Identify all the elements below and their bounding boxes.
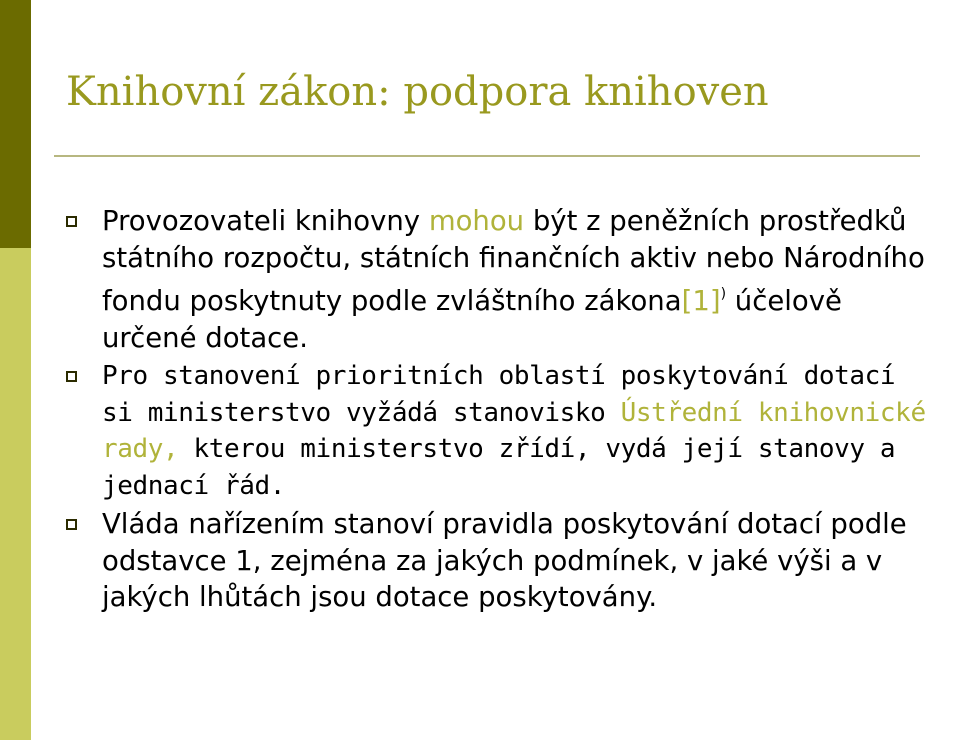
side-accent-bar — [0, 0, 31, 740]
footnote-superscript: ) — [720, 286, 727, 302]
side-accent-light-segment — [0, 248, 31, 740]
bullet-item-2 — [64, 358, 934, 504]
bullet-1-text-b: být z peněžních prostředků státního rozpočtu, státních finančních aktiv nebo Národního fondu poskytnuty podle zvláštního zákona — [102, 205, 925, 317]
bullet-2-highlight-council: Ústřední knihovnické rady, — [102, 397, 926, 464]
bullet-item-1 — [64, 203, 934, 356]
bullet-1-text-c: účelově určené dotace. — [102, 285, 842, 354]
bullet-1-text-a: Provozovateli knihovny — [102, 205, 429, 237]
bullet-item-3 — [64, 506, 934, 616]
bullet-list — [64, 203, 934, 616]
bullet-3-text: Vláda nařízením stanoví pravidla poskytování dotací podle odstavce 1, zejména za jakých podmínek, v jaké výši a v jakých lhůtách jsou dotace poskytovány. — [102, 508, 907, 613]
bullet-1-highlight-mohou: mohou — [428, 205, 525, 237]
slide-title: Knihovní zákon: podpora knihoven — [66, 69, 769, 115]
footnote-link[interactable]: [1] — [681, 285, 721, 317]
square-bullet-icon — [66, 519, 77, 530]
title-underline — [54, 155, 920, 157]
square-bullet-icon — [66, 216, 77, 227]
bullet-2-text-b: kterou ministerstvo zřídí, vydá její stanovy a jednací řád. — [102, 434, 896, 501]
square-bullet-icon — [66, 371, 77, 382]
side-accent-dark-segment — [0, 0, 31, 248]
bullet-2-text-a: Pro stanovení prioritních oblastí poskytování dotací si ministerstvo vyžádá stanovisko — [102, 361, 896, 428]
